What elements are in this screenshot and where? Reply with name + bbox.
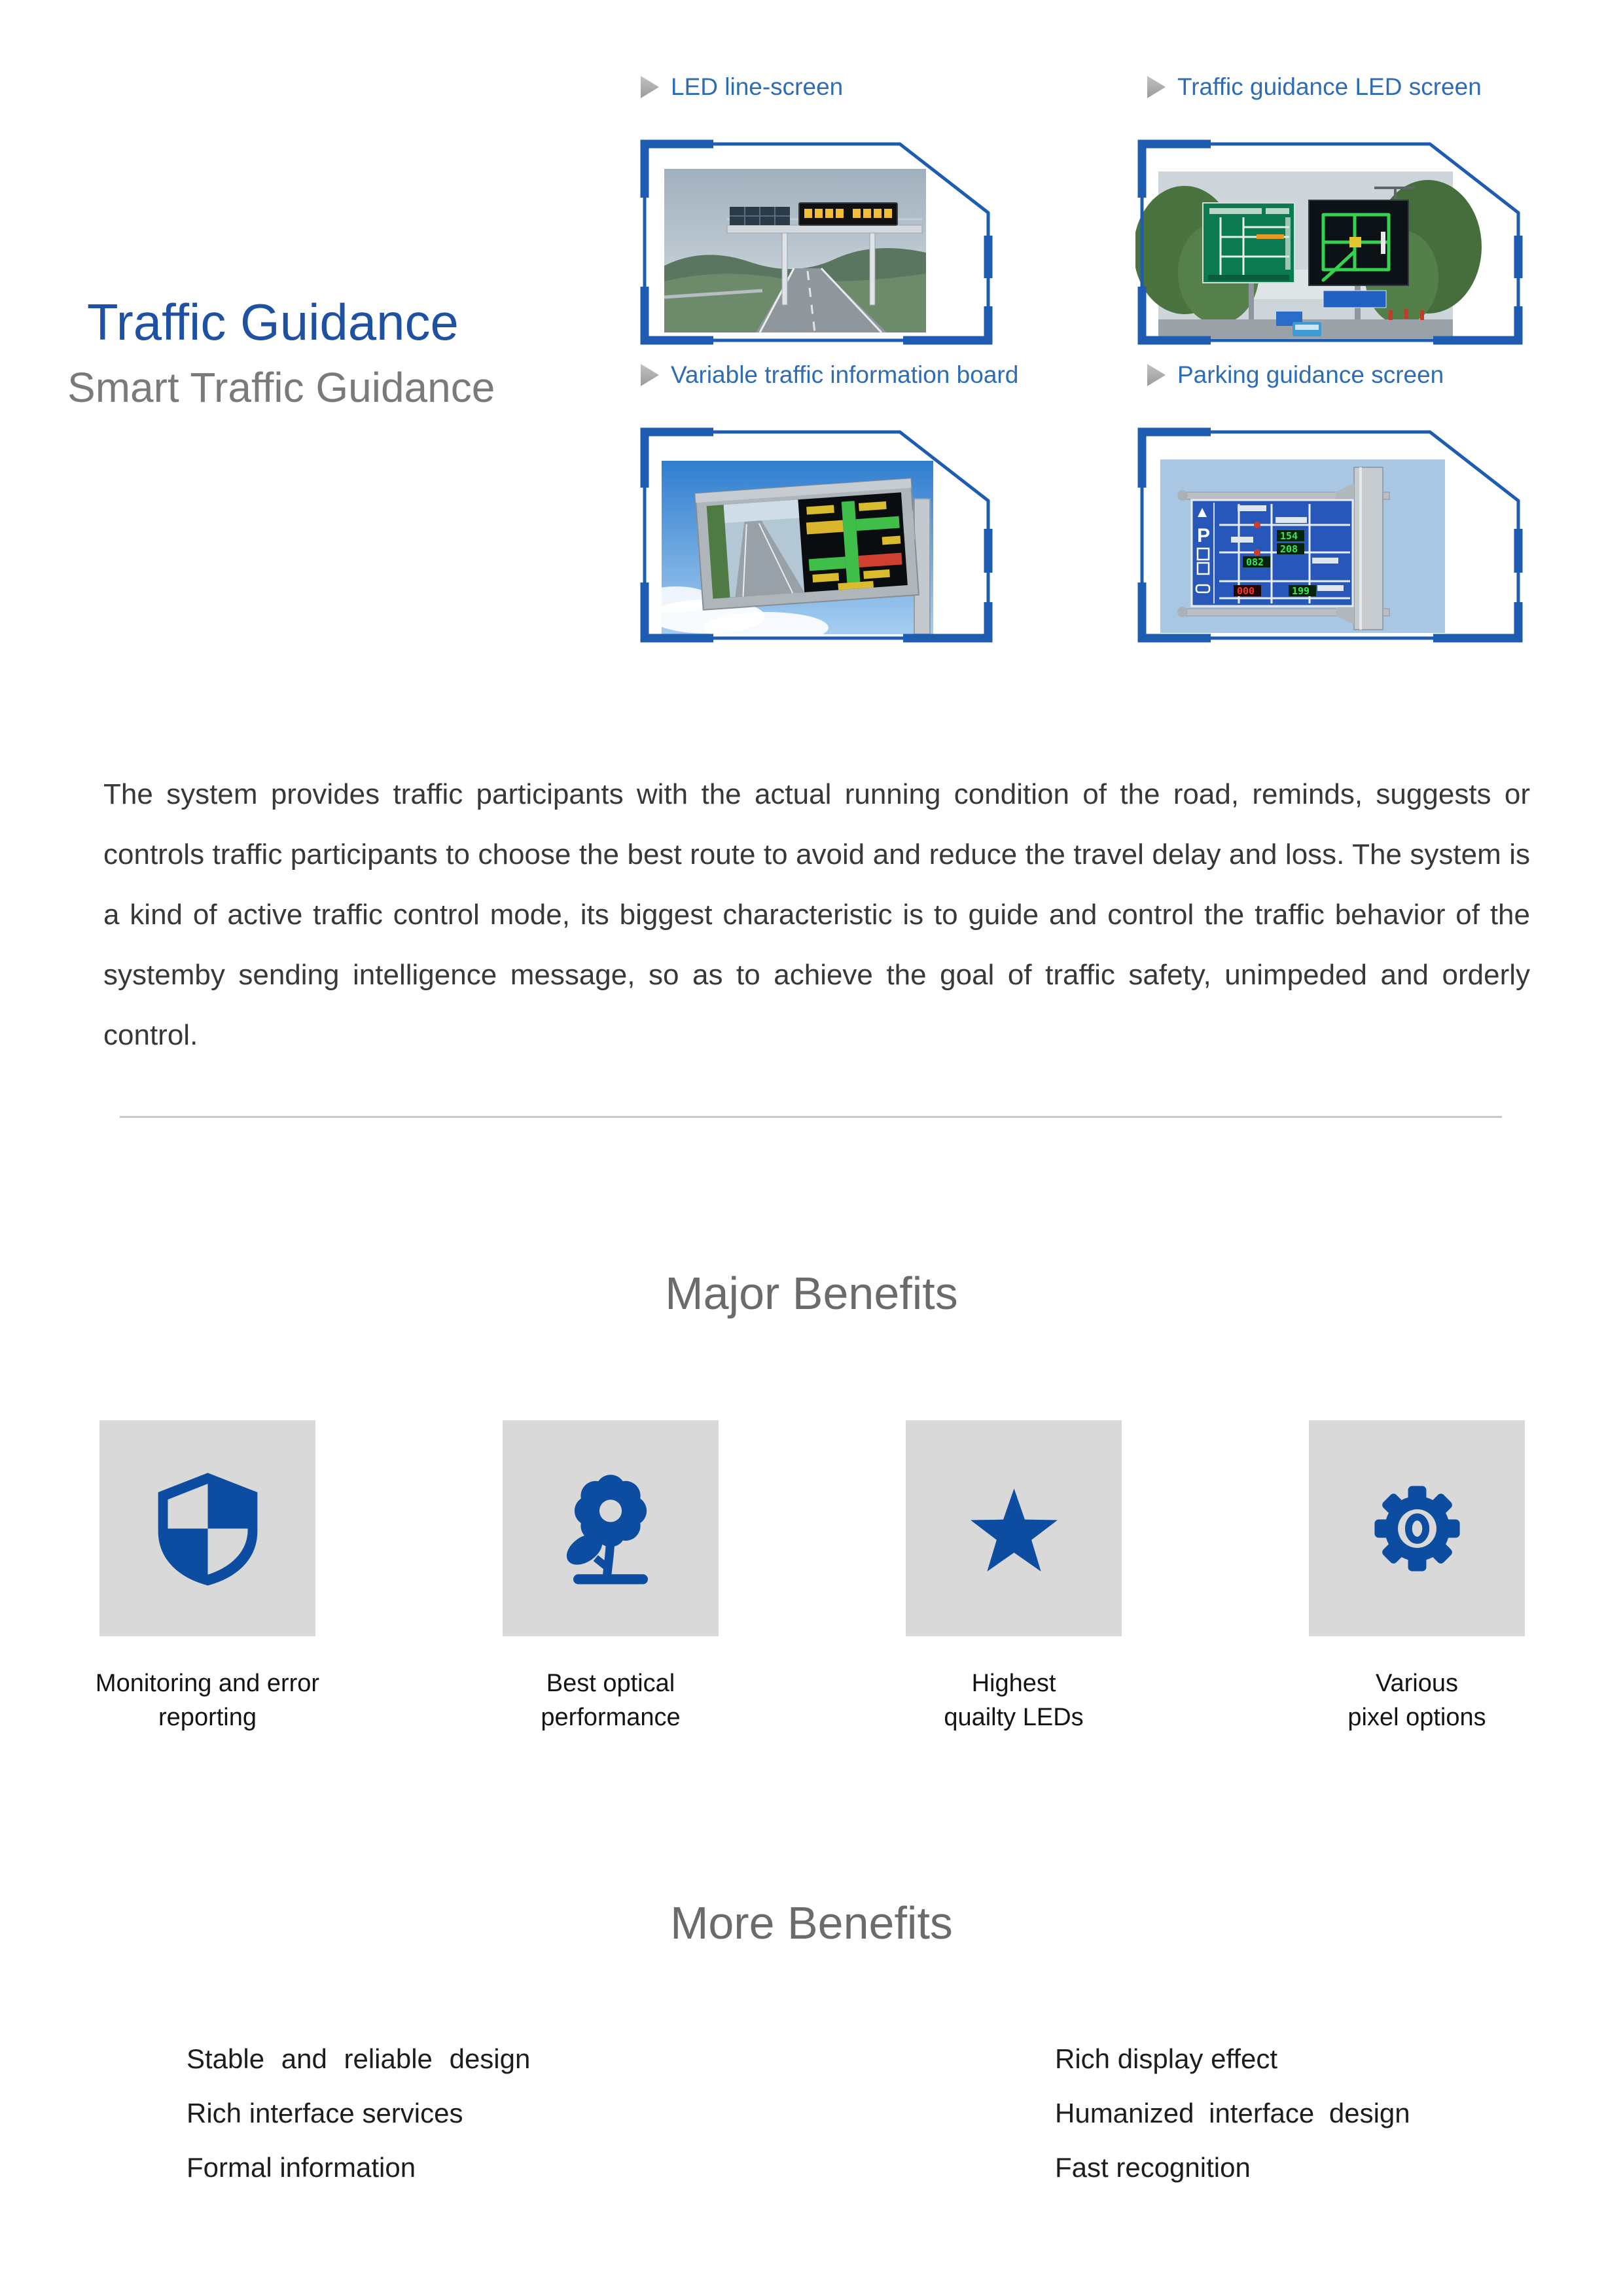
list-item: Humanized interface design: [1055, 2098, 1410, 2128]
star-icon: [957, 1471, 1071, 1586]
gallery-label-text: LED line-screen: [671, 73, 844, 100]
triangle-right-icon: [640, 363, 660, 387]
photo-frame-traffic-guidance: [1135, 137, 1525, 347]
flower-icon: [548, 1466, 673, 1590]
section-divider: [120, 1116, 1502, 1118]
gallery-label-text: Traffic guidance LED screen: [1177, 73, 1482, 100]
parking-p-symbol: P: [1197, 525, 1211, 547]
photo-scene: [1135, 171, 1482, 338]
variable-message-board-photo: [638, 425, 995, 645]
list-item: Rich display effect: [1055, 2043, 1278, 2074]
list-item: Formal information: [187, 2152, 416, 2183]
gallery-label-text: Parking guidance screen: [1177, 361, 1444, 388]
more-benefits-list-right: [1055, 2032, 1429, 2195]
more-benefits-list-left: [187, 2032, 552, 2195]
benefit-icon-box: [906, 1420, 1122, 1636]
benefit-icon-box: [1309, 1420, 1525, 1636]
page-title: Traffic Guidance: [87, 293, 459, 351]
shield-icon: [147, 1468, 268, 1589]
street-guidance-led-boards-photo: [1135, 137, 1525, 347]
benefit-quality: [906, 1420, 1122, 1734]
photo-frame-variable-board: [638, 425, 995, 645]
svg-text:000: 000: [1237, 585, 1255, 597]
photo-scene: [639, 461, 933, 643]
highway-gantry-led-sign-photo: [638, 137, 995, 347]
gallery-label-led-line-screen: [640, 73, 843, 101]
svg-text:208: 208: [1280, 543, 1298, 555]
benefit-optical: [503, 1420, 719, 1734]
page-subtitle: Smart Traffic Guidance: [67, 364, 495, 412]
major-benefits-heading: Major Benefits: [665, 1268, 958, 1319]
intro-paragraph: The system provides traffic participants with the actual running condition of the road, reminds, suggests or controls traffic participants to choose the best route to avoid and reduce the travel delay and loss. The system is a kind of active traffic control mode, its biggest characteristic is to guide and control the traffic behavior of the systemby sending intelligence message, so as to achieve the goal of traffic safety, unimpeded and orderly control.: [103, 778, 1530, 1051]
photo-scene: [1160, 459, 1445, 633]
benefit-icon-box: [503, 1420, 719, 1636]
benefit-pixel-options: [1309, 1420, 1525, 1734]
benefit-caption: Highest quailty LEDs: [944, 1670, 1084, 1731]
benefit-caption: Various pixel options: [1347, 1670, 1486, 1731]
gallery-label-parking-screen: [1147, 361, 1444, 389]
list-item: Fast recognition: [1055, 2152, 1251, 2183]
photo-frame-led-line-screen: [638, 137, 995, 347]
benefit-caption: Monitoring and error reporting: [95, 1670, 320, 1731]
benefit-monitoring: [95, 1420, 320, 1734]
list-item: Rich interface services: [187, 2098, 463, 2128]
svg-text:082: 082: [1246, 556, 1264, 568]
svg-text:199: 199: [1292, 585, 1310, 597]
list-item: Stable and reliable design: [187, 2043, 531, 2074]
benefit-caption: Best optical performance: [541, 1670, 681, 1731]
svg-text:154: 154: [1280, 530, 1298, 542]
more-benefits-heading: More Benefits: [670, 1897, 953, 1948]
photo-frame-parking-screen: [1135, 425, 1525, 645]
parking-guidance-board-photo: [1135, 425, 1525, 645]
benefits-row: [95, 1420, 1525, 1734]
photo-scene: [664, 169, 926, 332]
hero: [67, 293, 495, 412]
triangle-right-icon: [1147, 75, 1166, 99]
gallery-label-text: Variable traffic information board: [671, 361, 1019, 388]
triangle-right-icon: [1147, 363, 1166, 387]
gear-icon: [1366, 1478, 1468, 1579]
gallery-label-variable-board: [640, 361, 1018, 389]
triangle-right-icon: [640, 75, 660, 99]
gallery-label-traffic-guidance-screen: [1147, 73, 1482, 101]
benefit-icon-box: [99, 1420, 315, 1636]
